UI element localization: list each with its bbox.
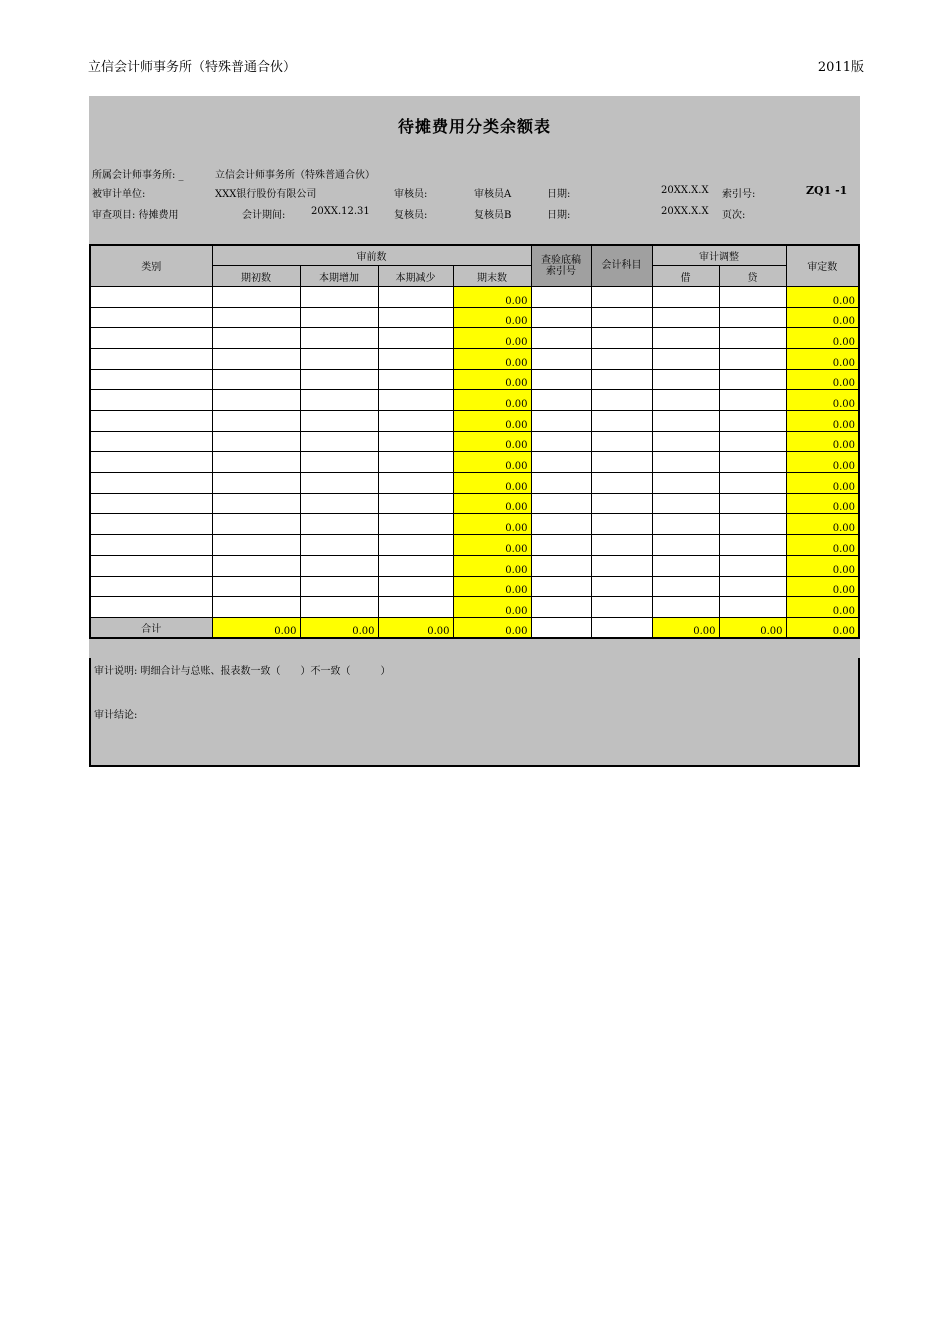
table-row bbox=[90, 411, 859, 432]
header-credit: 贷 bbox=[719, 266, 786, 287]
category-cell[interactable] bbox=[90, 390, 212, 411]
header-ref-line1: 查验底稿 bbox=[541, 254, 581, 266]
ref-cell[interactable] bbox=[531, 473, 591, 494]
ref-cell[interactable] bbox=[531, 390, 591, 411]
firm-value: 立信会计师事务所（特殊普通合伙） bbox=[215, 170, 375, 181]
debit-cell[interactable] bbox=[652, 328, 719, 349]
table-row bbox=[90, 328, 859, 349]
final-cell[interactable]: 0.00 bbox=[786, 597, 859, 618]
header-category: 类别 bbox=[90, 245, 212, 286]
header-audit-adjustment: 审计调整 bbox=[652, 245, 786, 266]
client-label: 被审计单位: bbox=[92, 189, 146, 200]
table-row bbox=[90, 576, 859, 597]
closing-cell[interactable]: 0.00 bbox=[453, 328, 531, 349]
increase-cell[interactable] bbox=[300, 390, 378, 411]
ref-cell[interactable] bbox=[531, 286, 591, 307]
final-cell[interactable]: 0.00 bbox=[786, 307, 859, 328]
index-label: 索引号: bbox=[722, 189, 756, 200]
credit-cell[interactable] bbox=[719, 493, 786, 514]
table-row bbox=[90, 431, 859, 452]
table-row bbox=[90, 473, 859, 494]
increase-cell[interactable] bbox=[300, 473, 378, 494]
account-cell[interactable] bbox=[591, 411, 652, 432]
table-row bbox=[90, 555, 859, 576]
sheet-title: 待摊费用分类余额表 bbox=[397, 117, 551, 136]
decrease-cell[interactable] bbox=[378, 555, 453, 576]
total-ref-cell[interactable] bbox=[531, 617, 591, 638]
date1-value: 20XX.X.X bbox=[661, 185, 709, 196]
decrease-cell[interactable] bbox=[378, 452, 453, 473]
credit-cell[interactable] bbox=[719, 328, 786, 349]
credit-cell[interactable] bbox=[719, 348, 786, 369]
header-firm-name: 立信会计师事务所（特殊普通合伙） bbox=[88, 60, 297, 75]
increase-cell[interactable] bbox=[300, 307, 378, 328]
category-cell[interactable] bbox=[90, 328, 212, 349]
account-cell[interactable] bbox=[591, 452, 652, 473]
account-cell[interactable] bbox=[591, 535, 652, 556]
increase-cell[interactable] bbox=[300, 597, 378, 618]
decrease-cell[interactable] bbox=[378, 411, 453, 432]
debit-cell[interactable] bbox=[652, 555, 719, 576]
debit-cell[interactable] bbox=[652, 597, 719, 618]
final-cell[interactable]: 0.00 bbox=[786, 514, 859, 535]
opening-cell[interactable] bbox=[212, 431, 300, 452]
credit-cell[interactable] bbox=[719, 390, 786, 411]
decrease-cell[interactable] bbox=[378, 535, 453, 556]
category-cell[interactable] bbox=[90, 431, 212, 452]
account-cell[interactable] bbox=[591, 431, 652, 452]
balance-table bbox=[89, 244, 860, 639]
table-row bbox=[90, 369, 859, 390]
ref-cell[interactable] bbox=[531, 348, 591, 369]
debit-cell[interactable] bbox=[652, 348, 719, 369]
closing-cell[interactable]: 0.00 bbox=[453, 348, 531, 369]
closing-cell[interactable]: 0.00 bbox=[453, 390, 531, 411]
credit-cell[interactable] bbox=[719, 431, 786, 452]
auditor-label: 审核员: bbox=[394, 189, 428, 200]
opening-cell[interactable] bbox=[212, 286, 300, 307]
date1-label: 日期: bbox=[547, 189, 571, 200]
account-cell[interactable] bbox=[591, 555, 652, 576]
period-label: 会计期间: bbox=[242, 210, 286, 221]
ref-cell[interactable] bbox=[531, 555, 591, 576]
account-cell[interactable] bbox=[591, 328, 652, 349]
final-cell[interactable]: 0.00 bbox=[786, 535, 859, 556]
debit-cell[interactable] bbox=[652, 514, 719, 535]
table-row bbox=[90, 597, 859, 618]
category-cell[interactable] bbox=[90, 307, 212, 328]
closing-cell[interactable]: 0.00 bbox=[453, 597, 531, 618]
period-value: 20XX.12.31 bbox=[311, 206, 370, 217]
decrease-cell[interactable] bbox=[378, 597, 453, 618]
final-cell[interactable]: 0.00 bbox=[786, 473, 859, 494]
category-cell[interactable] bbox=[90, 555, 212, 576]
closing-cell[interactable]: 0.00 bbox=[453, 555, 531, 576]
ref-cell[interactable] bbox=[531, 452, 591, 473]
increase-cell[interactable] bbox=[300, 431, 378, 452]
final-cell[interactable]: 0.00 bbox=[786, 411, 859, 432]
increase-cell[interactable] bbox=[300, 348, 378, 369]
opening-cell[interactable] bbox=[212, 576, 300, 597]
reviewer-label: 复核员: bbox=[394, 210, 428, 221]
category-cell[interactable] bbox=[90, 369, 212, 390]
final-cell[interactable]: 0.00 bbox=[786, 390, 859, 411]
increase-cell[interactable] bbox=[300, 514, 378, 535]
closing-cell[interactable]: 0.00 bbox=[453, 286, 531, 307]
final-cell[interactable]: 0.00 bbox=[786, 328, 859, 349]
debit-cell[interactable] bbox=[652, 369, 719, 390]
final-cell[interactable]: 0.00 bbox=[786, 348, 859, 369]
final-cell[interactable]: 0.00 bbox=[786, 431, 859, 452]
category-cell[interactable] bbox=[90, 348, 212, 369]
header-increase: 本期增加 bbox=[300, 266, 378, 287]
final-cell[interactable]: 0.00 bbox=[786, 452, 859, 473]
debit-cell[interactable] bbox=[652, 390, 719, 411]
ref-cell[interactable] bbox=[531, 369, 591, 390]
header-account: 会计科目 bbox=[591, 245, 652, 286]
increase-cell[interactable] bbox=[300, 576, 378, 597]
closing-cell[interactable]: 0.00 bbox=[453, 473, 531, 494]
closing-cell[interactable]: 0.00 bbox=[453, 431, 531, 452]
client-value: XXX银行股份有限公司 bbox=[215, 189, 317, 200]
closing-cell[interactable]: 0.00 bbox=[453, 452, 531, 473]
debit-cell[interactable] bbox=[652, 452, 719, 473]
closing-cell[interactable]: 0.00 bbox=[453, 493, 531, 514]
debit-cell[interactable] bbox=[652, 535, 719, 556]
increase-cell[interactable] bbox=[300, 369, 378, 390]
credit-cell[interactable] bbox=[719, 452, 786, 473]
credit-cell[interactable] bbox=[719, 411, 786, 432]
debit-cell[interactable] bbox=[652, 286, 719, 307]
notes-section bbox=[89, 658, 860, 767]
final-cell[interactable]: 0.00 bbox=[786, 369, 859, 390]
ref-cell[interactable] bbox=[531, 431, 591, 452]
closing-cell[interactable]: 0.00 bbox=[453, 369, 531, 390]
date2-value: 20XX.X.X bbox=[661, 206, 709, 217]
total-debit[interactable]: 0.00 bbox=[652, 617, 719, 638]
category-cell[interactable] bbox=[90, 473, 212, 494]
credit-cell[interactable] bbox=[719, 514, 786, 535]
account-cell[interactable] bbox=[591, 597, 652, 618]
header-workpaper-ref bbox=[531, 245, 591, 286]
auditor-value: 审核员A bbox=[474, 189, 512, 200]
debit-cell[interactable] bbox=[652, 411, 719, 432]
opening-cell[interactable] bbox=[212, 452, 300, 473]
header-version: 2011版 bbox=[817, 60, 864, 75]
closing-cell[interactable]: 0.00 bbox=[453, 307, 531, 328]
category-cell[interactable] bbox=[90, 452, 212, 473]
category-cell[interactable] bbox=[90, 576, 212, 597]
table-row bbox=[90, 514, 859, 535]
table-row bbox=[90, 286, 859, 307]
ref-cell[interactable] bbox=[531, 307, 591, 328]
index-value: ZQ1 -1 bbox=[806, 184, 848, 197]
opening-cell[interactable] bbox=[212, 411, 300, 432]
header-debit: 借 bbox=[652, 266, 719, 287]
table-row bbox=[90, 307, 859, 328]
closing-cell[interactable]: 0.00 bbox=[453, 535, 531, 556]
total-decrease[interactable]: 0.00 bbox=[378, 617, 453, 638]
account-cell[interactable] bbox=[591, 514, 652, 535]
credit-cell[interactable] bbox=[719, 369, 786, 390]
decrease-cell[interactable] bbox=[378, 369, 453, 390]
account-cell[interactable] bbox=[591, 307, 652, 328]
debit-cell[interactable] bbox=[652, 473, 719, 494]
total-row bbox=[90, 617, 859, 638]
increase-cell[interactable] bbox=[300, 493, 378, 514]
opening-cell[interactable] bbox=[212, 535, 300, 556]
increase-cell[interactable] bbox=[300, 286, 378, 307]
ref-cell[interactable] bbox=[531, 514, 591, 535]
page-label: 页次: bbox=[722, 210, 746, 221]
total-closing[interactable]: 0.00 bbox=[453, 617, 531, 638]
header-final: 审定数 bbox=[786, 245, 859, 286]
total-increase[interactable]: 0.00 bbox=[300, 617, 378, 638]
ref-cell[interactable] bbox=[531, 576, 591, 597]
total-final[interactable]: 0.00 bbox=[786, 617, 859, 638]
credit-cell[interactable] bbox=[719, 576, 786, 597]
closing-cell[interactable]: 0.00 bbox=[453, 411, 531, 432]
category-cell[interactable] bbox=[90, 493, 212, 514]
ref-cell[interactable] bbox=[531, 493, 591, 514]
page-header bbox=[88, 56, 864, 76]
account-cell[interactable] bbox=[591, 348, 652, 369]
account-cell[interactable] bbox=[591, 473, 652, 494]
header-pre-audit: 审前数 bbox=[212, 245, 531, 266]
category-cell[interactable] bbox=[90, 286, 212, 307]
account-cell[interactable] bbox=[591, 286, 652, 307]
opening-cell[interactable] bbox=[212, 307, 300, 328]
increase-cell[interactable] bbox=[300, 535, 378, 556]
total-opening[interactable]: 0.00 bbox=[212, 617, 300, 638]
worksheet bbox=[89, 96, 860, 767]
ref-cell[interactable] bbox=[531, 328, 591, 349]
date2-label: 日期: bbox=[547, 210, 571, 221]
table-row bbox=[90, 493, 859, 514]
opening-cell[interactable] bbox=[212, 514, 300, 535]
final-cell[interactable]: 0.00 bbox=[786, 576, 859, 597]
header-closing: 期末数 bbox=[453, 266, 531, 287]
header-decrease: 本期减少 bbox=[378, 266, 453, 287]
increase-cell[interactable] bbox=[300, 328, 378, 349]
decrease-cell[interactable] bbox=[378, 307, 453, 328]
account-cell[interactable] bbox=[591, 369, 652, 390]
credit-cell[interactable] bbox=[719, 473, 786, 494]
opening-cell[interactable] bbox=[212, 597, 300, 618]
account-cell[interactable] bbox=[591, 493, 652, 514]
opening-cell[interactable] bbox=[212, 348, 300, 369]
debit-cell[interactable] bbox=[652, 576, 719, 597]
table-row bbox=[90, 348, 859, 369]
closing-cell[interactable]: 0.00 bbox=[453, 576, 531, 597]
ref-cell[interactable] bbox=[531, 597, 591, 618]
decrease-cell[interactable] bbox=[378, 328, 453, 349]
decrease-cell[interactable] bbox=[378, 473, 453, 494]
category-cell[interactable] bbox=[90, 411, 212, 432]
credit-cell[interactable] bbox=[719, 286, 786, 307]
decrease-cell[interactable] bbox=[378, 431, 453, 452]
final-cell[interactable]: 0.00 bbox=[786, 286, 859, 307]
decrease-cell[interactable] bbox=[378, 576, 453, 597]
audit-explanation: 审计说明: 明细合计与总账、报表数一致（ ）不一致（ ） bbox=[94, 666, 391, 677]
increase-cell[interactable] bbox=[300, 411, 378, 432]
table-row bbox=[90, 452, 859, 473]
total-credit[interactable]: 0.00 bbox=[719, 617, 786, 638]
debit-cell[interactable] bbox=[652, 431, 719, 452]
debit-cell[interactable] bbox=[652, 307, 719, 328]
category-cell[interactable] bbox=[90, 514, 212, 535]
final-cell[interactable]: 0.00 bbox=[786, 493, 859, 514]
decrease-cell[interactable] bbox=[378, 514, 453, 535]
credit-cell[interactable] bbox=[719, 555, 786, 576]
credit-cell[interactable] bbox=[719, 535, 786, 556]
ref-cell[interactable] bbox=[531, 411, 591, 432]
reviewer-value: 复核员B bbox=[474, 210, 512, 221]
decrease-cell[interactable] bbox=[378, 286, 453, 307]
category-cell[interactable] bbox=[90, 597, 212, 618]
total-label: 合计 bbox=[90, 617, 212, 638]
table-row bbox=[90, 390, 859, 411]
decrease-cell[interactable] bbox=[378, 390, 453, 411]
opening-cell[interactable] bbox=[212, 473, 300, 494]
table-row bbox=[90, 535, 859, 556]
audit-conclusion: 审计结论: bbox=[94, 710, 138, 721]
project-label: 审查项目: 待摊费用 bbox=[92, 210, 179, 221]
increase-cell[interactable] bbox=[300, 555, 378, 576]
header-opening: 期初数 bbox=[212, 266, 300, 287]
header-ref-line2: 索引号 bbox=[546, 265, 576, 277]
decrease-cell[interactable] bbox=[378, 493, 453, 514]
opening-cell[interactable] bbox=[212, 390, 300, 411]
debit-cell[interactable] bbox=[652, 493, 719, 514]
opening-cell[interactable] bbox=[212, 369, 300, 390]
total-account-cell[interactable] bbox=[591, 617, 652, 638]
opening-cell[interactable] bbox=[212, 555, 300, 576]
account-cell[interactable] bbox=[591, 390, 652, 411]
increase-cell[interactable] bbox=[300, 452, 378, 473]
ref-cell[interactable] bbox=[531, 535, 591, 556]
firm-label: 所属会计师事务所: _ bbox=[92, 170, 184, 181]
credit-cell[interactable] bbox=[719, 597, 786, 618]
credit-cell[interactable] bbox=[719, 307, 786, 328]
opening-cell[interactable] bbox=[212, 493, 300, 514]
category-cell[interactable] bbox=[90, 535, 212, 556]
final-cell[interactable]: 0.00 bbox=[786, 555, 859, 576]
decrease-cell[interactable] bbox=[378, 348, 453, 369]
opening-cell[interactable] bbox=[212, 328, 300, 349]
closing-cell[interactable]: 0.00 bbox=[453, 514, 531, 535]
account-cell[interactable] bbox=[591, 576, 652, 597]
